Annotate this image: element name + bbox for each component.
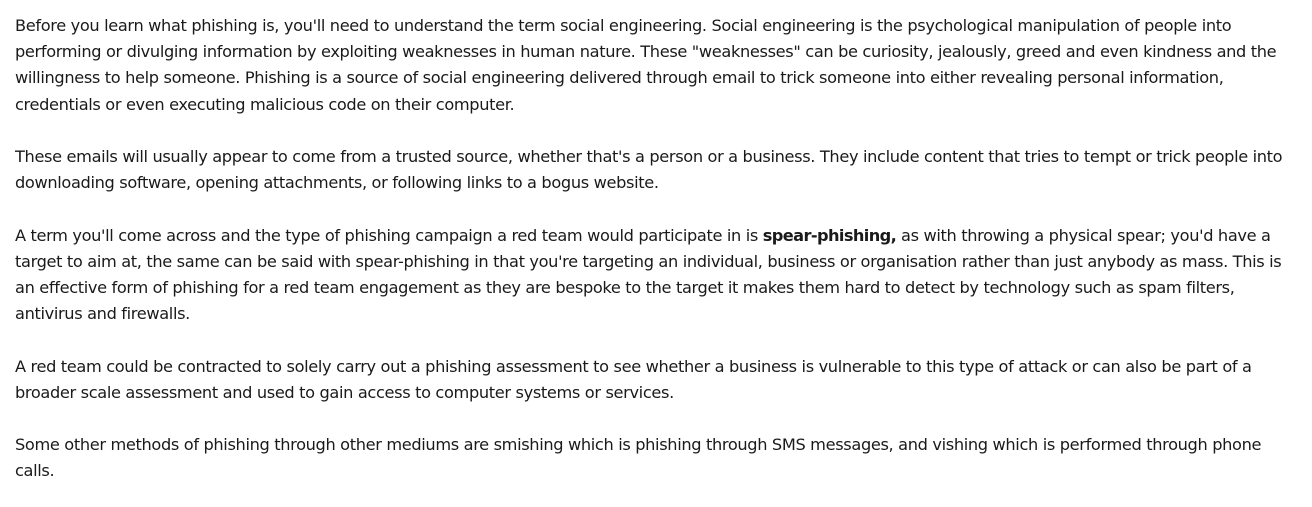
paragraph-trusted-source: These emails will usually appear to come from a trusted source, whether that's a person or a business. They include content that tries to tempt or trick people into downloading software, opening attachments, or following links to a bogus website.: [15, 147, 1283, 193]
paragraph-social-engineering: Before you learn what phishing is, you'll need to understand the term social engineering. Social engineering is the psychological manipulation of people into performing or divulging information by exploiting weaknesses in human nature. These "weaknesses" can be curiosity, jealously, greed and even kindness and the willingness to help someone. Phishing is a source of social engineering delivered through email to trick someone into either revealing personal information, credentials or even executing malicious code on their computer.: [15, 16, 1277, 114]
paragraph-other-methods: Some other methods of phishing through other mediums are smishing which is phishing through SMS messages, and vishing which is performed through phone calls.: [15, 435, 1262, 481]
paragraph-phishing-assessment: A red team could be contracted to solely carry out a phishing assessment to see whether a business is vulnerable to this type of attack or can also be part of a broader scale assessment and used to gain access to computer systems or services.: [15, 356, 1252, 402]
spear-phishing-term: spear-phishing,: [762, 225, 897, 245]
paragraph-text: as with throwing a physical spear; you'd have a target to aim at, the same can be said with spear-phishing in that you're targeting an individual, business or organisation rather than just anybody as mass. This is an effective form of phishing for a red team engagement as they are bespoke to the target it makes them hard to detect by technology such as spam filters, antivirus and firewalls.: [15, 225, 1282, 324]
paragraph-spear-phishing: [15, 223, 1297, 328]
paragraph-text: A term you'll come across and the type of phishing campaign a red team would participate in is: [15, 225, 763, 245]
article-body: [15, 13, 1297, 485]
